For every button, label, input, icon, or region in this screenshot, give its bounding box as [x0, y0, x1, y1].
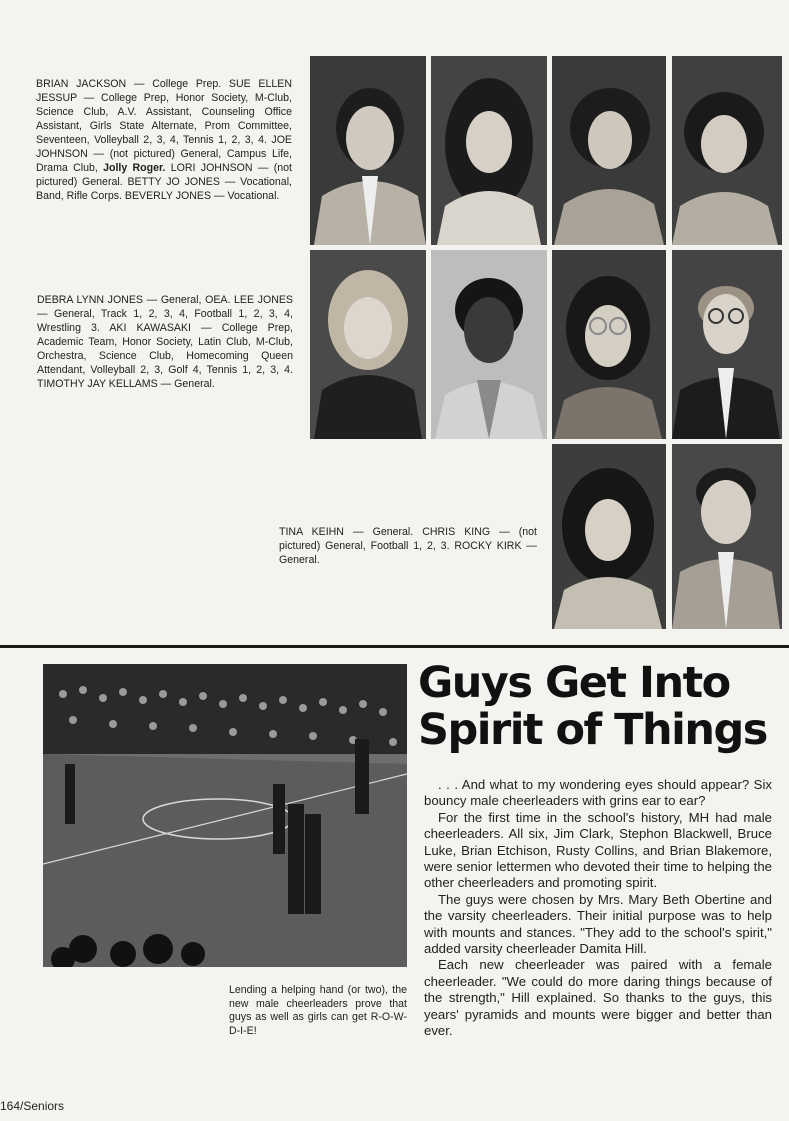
- portrait-photo: [672, 56, 782, 245]
- portrait-photo: [672, 444, 782, 629]
- caption-group-3: TINA KEIHN — General. CHRIS KING — (not pictured) General, Football 1, 2, 3. ROCKY KIRK — General.: [279, 526, 537, 566]
- portrait-photo: [431, 250, 547, 439]
- caption-bold-title: Jolly Roger.: [103, 162, 166, 174]
- portrait-photo: [552, 56, 666, 245]
- portrait-photo: [552, 250, 666, 439]
- article-headline: [418, 660, 778, 754]
- page-folio: 164/Seniors: [0, 1099, 65, 1113]
- portrait-photo: [552, 444, 666, 629]
- portrait-photo: [310, 250, 426, 439]
- article-paragraph: For the first time in the school's history, MH had male cheerleaders. All six, Jim Clark, Stephon Blackwell, Bruce Luke, Brian Etchison, Rusty Collins, and Brian Blakemore, were senior lettermen who devoted their time to helping the other cheerleaders and promoting spirit.: [424, 809, 772, 891]
- portrait-photo: [431, 56, 547, 245]
- portrait-photo: [310, 56, 426, 245]
- article-paragraph: The guys were chosen by Mrs. Mary Beth Obertine and the varsity cheerleaders. Their initial purpose was to help with mounts and stances. "They add to the school's spirit," added varsity cheerleader Damita Hill.: [424, 891, 772, 957]
- photo-caption: Lending a helping hand (or two), the new male cheerleaders prove that guys as well as girls can get R-O-W-D-I-E!: [229, 984, 407, 1037]
- headline-line-1: Guys Get Into: [418, 658, 730, 708]
- article-paragraph: Each new cheerleader was paired with a female cheerleader. "We could do more daring things because of the strength," Hill explained. So thanks to the guys, this years' pyramids and mounts were bigger and better than ever.: [424, 957, 772, 1039]
- article-body: [424, 777, 772, 1040]
- headline-line-2: Spirit of Things: [418, 705, 767, 755]
- portrait-photo: [672, 250, 782, 439]
- caption-group-1: BRIAN JACKSON — College Prep. SUE ELLEN JESSUP — College Prep, Honor Society, M-Club, Science Club, A.V. Assistant, Counseling Office Assistant, Girls State Alternate, Prom Committee, Seventeen, Volleyball 2, 3, 4, Tennis 1, 2, 3, 4. JOE JOHNSON — (not pictured) General, Campus Life, Drama Club, Jolly Roger. LORI JOHNSON — (not pictured) General. BETTY JO JONES — Vocational, Band, Rifle Corps. BEVERLY JONES — Vocational.: [36, 78, 292, 202]
- article-paragraph: . . . And what to my wondering eyes should appear? Six bouncy male cheerleaders with grins ear to ear?: [424, 777, 772, 809]
- caption-group-2: DEBRA LYNN JONES — General, OEA. LEE JONES — General, Track 1, 2, 3, 4, Football 1, 2, 3, 4, Wrestling 3. AKI KAWASAKI — College Prep, Academic Team, Honor Society, Latin Club, M-Club, Orchestra, Science Club, Homecoming Queen Attendant, Volleyball 2, 3, Golf 4, Tennis 1, 2, 3, 4. TIMOTHY JAY KELLAMS — General.: [37, 294, 293, 390]
- section-divider: [0, 645, 789, 648]
- gym-cheerleaders-photo: [43, 664, 407, 967]
